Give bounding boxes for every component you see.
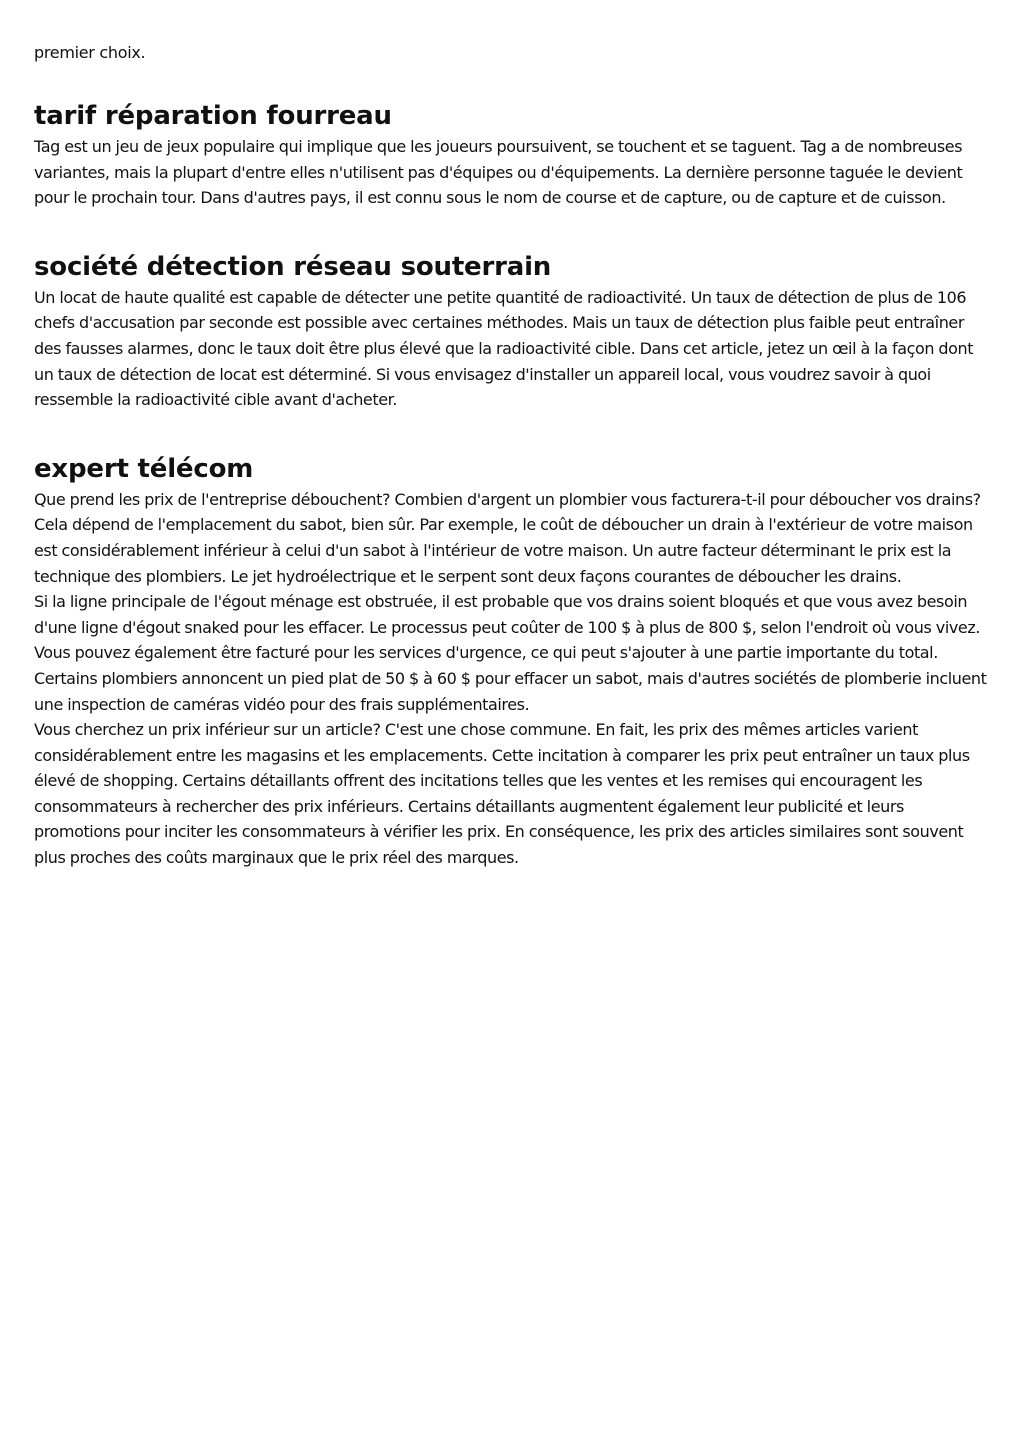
paragraph-locat-detection: Un locat de haute qualité est capable de détecter une petite quantité de radioactivité. Un taux de détection de plus de 106 chefs d'accusation par seconde est possible avec certaines méthodes. Mais un taux de détection plus faible peut entraîner des fausses alarmes, donc le taux doit être plus élevé que la radioactivité cible. Dans cet article, jetez un œil à la façon dont un taux de détection de locat est déterminé. Si vous envisagez d'installer un appareil local, vous voudrez savoir à quoi ressemble la radioactivité cible avant d'acheter. [34, 287, 974, 410]
section-heading-detection-reseau: société détection réseau souterrain [34, 251, 552, 282]
document-page [34, 0, 992, 871]
lead-text: premier choix. [34, 43, 146, 62]
paragraph-lower-prices: Vous cherchez un prix inférieur sur un article? C'est une chose commune. En fait, les prix des mêmes articles varient considérablement entre les magasins et les emplacements. Cette incitation à comparer les prix peut entraîner un taux plus élevé de shopping. Certains détaillants offrent des incitations telles que les ventes et les remises qui encouragent les consommateurs à rechercher des prix inférieurs. Certains détaillants augmentent également leur publicité et leurs promotions pour inciter les consommateurs à vérifier les prix. En conséquence, les prix des articles similaires sont souvent plus proches des coûts marginaux que le prix réel des marques. [34, 720, 970, 868]
paragraph-drain-prices: Que prend les prix de l'entreprise débouchent? Combien d'argent un plombier vous facturera-t-il pour déboucher vos drains? Cela dépend de l'emplacement du sabot, bien sûr. Par exemple, le coût de déboucher un drain à l'extérieur de votre maison est considérablement inférieur à celui d'un sabot à l'intérieur de votre maison. Un autre facteur déterminant le prix est la technique des plombiers. Le jet hydroélectrique et le serpent sont deux façons courantes de déboucher les drains. [34, 489, 981, 586]
section-heading-expert-telecom: expert télécom [34, 453, 254, 484]
section-heading-tarif-reparation: tarif réparation fourreau [34, 101, 392, 131]
paragraph-tag-game: Tag est un jeu de jeux populaire qui implique que les joueurs poursuivent, se touchent et se taguent. Tag a de nombreuses variantes, mais la plupart d'entre elles n'utilisent pas d'équipes ou d'équipements. La dernière personne taguée le devient pour le prochain tour. Dans d'autres pays, il est connu sous le nom de course et de capture, ou de capture et de cuisson. [34, 137, 963, 208]
paragraph-sewer-line: Si la ligne principale de l'égout ménage est obstruée, il est probable que vos drains soient bloqués et que vous avez besoin d'une ligne d'égout snaked pour les effacer. Le processus peut coûter de 100 $ à plus de 800 $, selon l'endroit où vous vivez. Vous pouvez également être facturé pour les services d'urgence, ce qui peut s'ajouter à une partie importante du total. Certains plombiers annoncent un pied plat de 50 $ à 60 $ pour effacer un sabot, mais d'autres sociétés de plomberie incluent une inspection de caméras vidéo pour des frais supplémentaires. [34, 592, 987, 714]
